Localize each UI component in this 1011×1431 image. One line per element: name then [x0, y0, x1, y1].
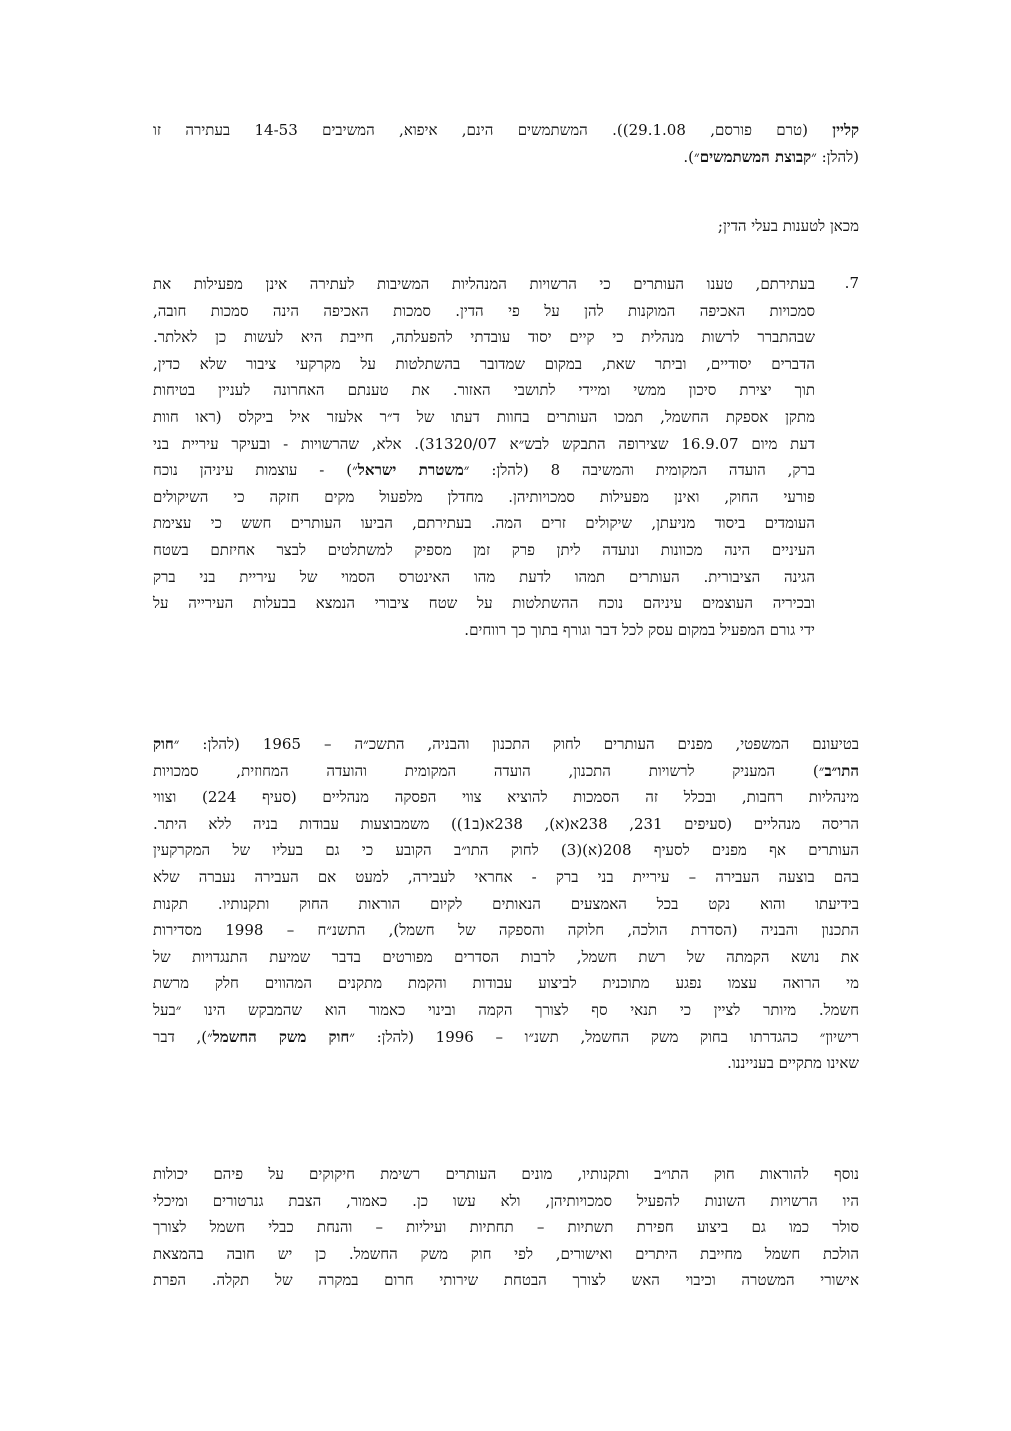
defined-term: חוק משק החשמל	[212, 1027, 350, 1046]
text-run: ״) המעניק לרשויות התכנון, הועדה המקומית והועדה המחוזית, סמכויות	[153, 761, 825, 780]
text-run: הולכת חשמל מחייבת היתרים ואישורים, לפי חוק משק החשמל. כן יש חובה בהמצאת	[153, 1244, 859, 1263]
text-line	[153, 564, 815, 591]
text-run: שבהתברר לרשות מנהלית כי קיים יסוד עובדתי להפעלתה, חייבת היא לעשות כן לאלתר.	[153, 328, 815, 347]
text-run: את נושא הקמתה של רשת חשמל, לרבות הסדרים מפורטים בדבר שמיעת התנגדויות של	[153, 947, 859, 966]
paragraph-7	[153, 271, 815, 643]
text-line	[153, 997, 859, 1024]
text-run: (להלן: ״	[811, 147, 859, 166]
text-run: מינהליות רחבות, ובכלל זה הסמכות להוציא צווי הפסקה מנהליים (סעיף 224) וצווי	[153, 788, 859, 807]
text-line	[153, 970, 859, 997]
text-line	[153, 617, 815, 644]
text-line	[153, 837, 859, 864]
text-line	[153, 484, 815, 511]
defined-term: קליין	[832, 121, 860, 139]
paragraph-legal-argument	[153, 731, 859, 1077]
text-run: הגינה הציבורית. העותרים תמהו לדעת מהו האינטרס הסמוי של עיריית בני ברק	[153, 567, 815, 586]
text-line	[153, 1214, 859, 1241]
text-line	[153, 298, 815, 325]
defined-term: משטרת ישראל	[357, 461, 464, 480]
text-run: הריסה מנהליים (סעיפים 231, 238א(א), 238א(ב1)) משמבוצעות עבודות בניה ללא היתר.	[153, 814, 859, 833]
text-run: רישיון״ כהגדרתו בחוק משק החשמל, תשנ״ו – 1996 (להלן: ״	[349, 1027, 859, 1046]
text-line	[153, 324, 815, 351]
text-line	[153, 891, 859, 918]
text-run: (טרם פורסם, 29.1.08)). המשתמשים הינם, איפוא, המשיבים 14-53 בעתירה זו	[153, 121, 833, 139]
text-run: חשמל. מיותר לציין כי תנאי סף לצורך הקמה ובינוי כאמור הוא שהמבקש הינו ״בעל	[153, 1000, 859, 1019]
text-line	[153, 1024, 859, 1051]
text-run: ברק, הועדה המקומית והמשיבה 8 (להלן: ״	[463, 461, 816, 480]
text-line	[153, 510, 815, 537]
text-run: ״).	[683, 147, 700, 166]
text-run: תוך יצירת סיכון ממשי ומיידי לתושבי האזור. את טענתם האחרונה לעניין בטיחות	[153, 381, 815, 400]
defined-term: קבוצת המשתמשים	[699, 147, 812, 166]
text-run: ובכיריה העוצמים עיניהם נוכח ההשתלטות על שטח ציבורי הנמצא בבעלות העירייה על	[153, 594, 815, 613]
section-heading-text: מכאן לטענות בעלי הדין;	[717, 217, 859, 235]
text-line	[153, 1188, 859, 1215]
text-line	[153, 864, 859, 891]
defined-term: חוק	[153, 735, 174, 753]
text-run: דעת מיום 16.9.07 שצירופה התבקש לבש״א 31320/07). אלא, שהרשויות - ובעיקר עיריית בני	[153, 434, 815, 453]
text-run: שאינו מתקיים בענייננו.	[727, 1054, 859, 1073]
text-run: מתקן אספקת החשמל, תמכו העותרים בחוות דעתו של ד״ר אלעזר איל ביקלס (ראו חוות	[153, 407, 815, 426]
text-line	[153, 117, 859, 144]
paragraph-number: 7.	[844, 274, 859, 292]
text-run: פורעי החוק, ואינן מפעילות סמכויותיהן. מחדלן מלפעול מקים חזקה כי השיקולים	[153, 487, 815, 506]
text-line	[153, 1050, 859, 1077]
text-line	[153, 351, 815, 378]
text-run: נוסף להוראות חוק התו״ב ותקנותיו, מונים העותרים רשימת חיקוקים על פיהם יכולות	[153, 1165, 859, 1183]
text-line	[153, 457, 815, 484]
text-run: היו הרשויות השונות להפעיל סמכויותיהן, ולא עשו כן. כאמור, הצבת גנרטורים ומיכלי	[153, 1191, 859, 1210]
paragraph-additional-statutes	[153, 1161, 859, 1294]
text-line	[153, 784, 859, 811]
text-run: מי הרואה עצמו נפגע מתוכנית לביצוע עבודות והקמת מתקנים המהווים חלק מרשת	[153, 974, 859, 993]
text-run: בידיעתו והוא נקט בכל האמצעים הנאותים לקיום הוראות החוק ותקנותיו. תקנות	[153, 894, 859, 913]
text-run: ״), דבר	[153, 1027, 213, 1046]
text-line	[153, 404, 815, 431]
text-line	[153, 1267, 859, 1294]
text-run: סמכויות האכיפה המוקנות להן על פי הדין. סמכות האכיפה הינה סמכות חובה,	[153, 301, 815, 320]
section-heading	[153, 213, 859, 240]
defined-term: התו״ב	[824, 761, 859, 780]
intro-paragraph	[153, 117, 859, 170]
text-line	[153, 431, 815, 458]
text-line	[153, 271, 815, 298]
text-line	[153, 731, 859, 758]
text-run: אישורי המשטרה וכיבוי האש לצורך הבטחת שירותי חרום במקרה של תקלה. הפרת	[153, 1271, 859, 1290]
text-run: העיניים הינה מכוונות ונועדה ליתן פרק זמן מספיק למשתלטים לבצר אחיזתם בשטח	[153, 540, 815, 559]
text-line	[153, 811, 859, 838]
text-run: התכנון והבניה (הסדרת הולכה, חלוקה והספקה של חשמל), התשנ״ח – 1998 מסדירות	[153, 921, 860, 940]
text-line	[153, 944, 859, 971]
text-run: בהם בוצעה העבירה – עיריית בני ברק - אחראי לעבירה, למעט אם העבירה נעברה שלא	[153, 867, 859, 886]
text-run: בעתירתם, טענו העותרים כי הרשויות המנהליות המשיבות לעתירה אינן מפעילות את	[153, 275, 815, 293]
text-run: ידי גורם המפעיל במקום עסק לכל דבר וגורף בתוך כך רווחים.	[464, 620, 815, 639]
text-run: בטיעונם המשפטי, מפנים העותרים לחוק התכנון והבניה, התשכ״ה – 1965 (להלן: ״	[173, 735, 860, 753]
text-line	[153, 144, 859, 171]
text-run: סולר כמו גם ביצוע חפירת תשתיות – תחתיות ועיליות – והנחת כבלי חשמל לצורך	[153, 1218, 859, 1237]
text-line	[153, 537, 815, 564]
text-run: הדברים יסודיים, וביתר שאת, במקום שמדובר בהשתלטות על מקרקעי ציבור שלא כדין,	[153, 354, 815, 373]
text-run: ״) - עוצמות עיניהן נוכח	[153, 461, 358, 480]
text-line	[153, 377, 815, 404]
text-line	[153, 917, 859, 944]
text-line	[153, 1241, 859, 1268]
text-run: העותרים אף מפנים לסעיף 208(א)(3) לחוק התו״ב הקובע כי גם בעליו של המקרקעין	[153, 841, 859, 860]
text-line	[153, 590, 815, 617]
text-run: העומדים ביסוד מניעתן, שיקולים זרים המה. בעתירתם, הביעו העותרים חשש כי עצימת	[153, 514, 815, 533]
text-line	[153, 1161, 859, 1188]
text-line	[153, 758, 859, 785]
